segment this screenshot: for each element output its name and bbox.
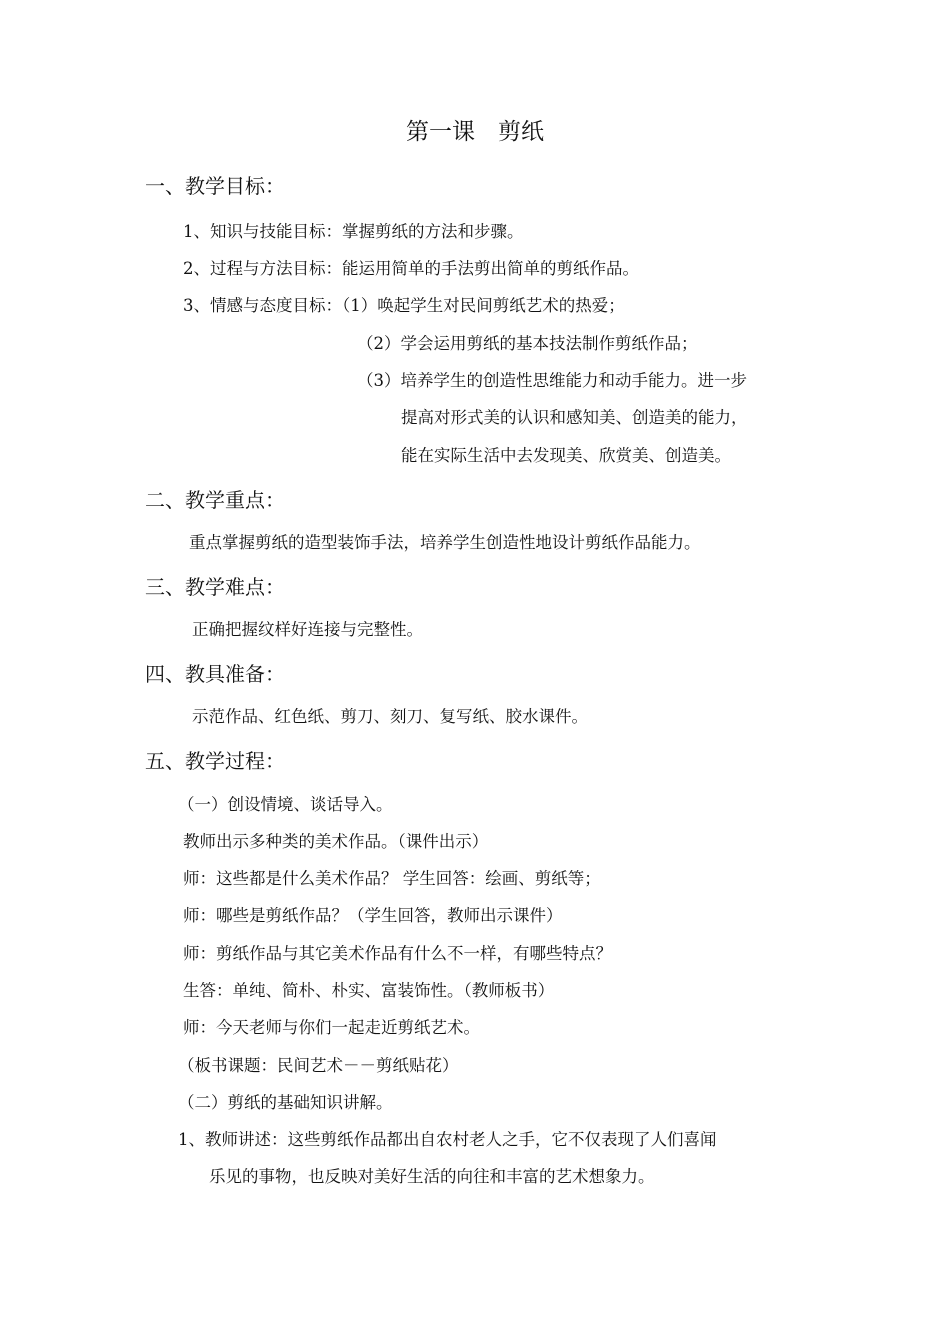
difficulties-text: 正确把握纹样好连接与完整性。 xyxy=(192,620,423,639)
process-line-2: 教师出示多种类的美术作品。（课件出示） xyxy=(183,832,489,851)
section-heading-key-points: 二、教学重点： xyxy=(145,488,285,512)
section-heading-objectives: 一、教学目标： xyxy=(145,174,285,198)
process-line-1: （一）创设情境、谈话导入。 xyxy=(178,795,393,814)
objective-sub-item-3: （3）培养学生的创造性思维能力和动手能力。进一步 xyxy=(357,371,747,390)
materials-text: 示范作品、红色纸、剪刀、刻刀、复写纸、胶水课件。 xyxy=(192,707,588,726)
section-heading-difficulties: 三、教学难点： xyxy=(145,575,285,599)
process-line-8: （板书课题：民间艺术－－剪纸贴花） xyxy=(178,1056,459,1075)
objective-sub-item-2: （2）学会运用剪纸的基本技法制作剪纸作品； xyxy=(357,334,698,353)
process-line-6: 生答：单纯、简朴、朴实、富装饰性。（教师板书） xyxy=(183,981,555,1000)
objective-sub-item-3-cont-2: 能在实际生活中去发现美、欣赏美、创造美。 xyxy=(401,446,731,465)
process-line-10-cont: 乐见的事物，也反映对美好生活的向往和丰富的艺术想象力。 xyxy=(209,1167,655,1186)
process-line-3: 师：这些都是什么美术作品？ 学生回答：绘画、剪纸等； xyxy=(183,869,601,888)
process-line-7: 师：今天老师与你们一起走近剪纸艺术。 xyxy=(183,1018,480,1037)
process-line-4: 师：哪些是剪纸作品？（学生回答，教师出示课件） xyxy=(183,906,563,925)
objective-item-2: 2、过程与方法目标：能运用简单的手法剪出简单的剪纸作品。 xyxy=(183,259,639,278)
process-line-5: 师：剪纸作品与其它美术作品有什么不一样，有哪些特点？ xyxy=(183,944,612,963)
process-line-10: 1、教师讲述：这些剪纸作品都出自农村老人之手，它不仅表现了人们喜闻 xyxy=(178,1130,717,1149)
section-heading-process: 五、教学过程： xyxy=(145,749,285,773)
key-points-text: 重点掌握剪纸的造型装饰手法，培养学生创造性地设计剪纸作品能力。 xyxy=(189,533,701,552)
objective-item-3: 3、情感与态度目标：（1）唤起学生对民间剪纸艺术的热爱； xyxy=(183,296,625,315)
objective-sub-item-3-cont-1: 提高对形式美的认识和感知美、创造美的能力， xyxy=(401,408,748,427)
page-title: 第一课 剪纸 xyxy=(406,119,544,145)
process-line-9: （二）剪纸的基础知识讲解。 xyxy=(178,1093,393,1112)
objective-item-1: 1、知识与技能目标：掌握剪纸的方法和步骤。 xyxy=(183,222,524,241)
section-heading-materials: 四、教具准备： xyxy=(145,662,285,686)
